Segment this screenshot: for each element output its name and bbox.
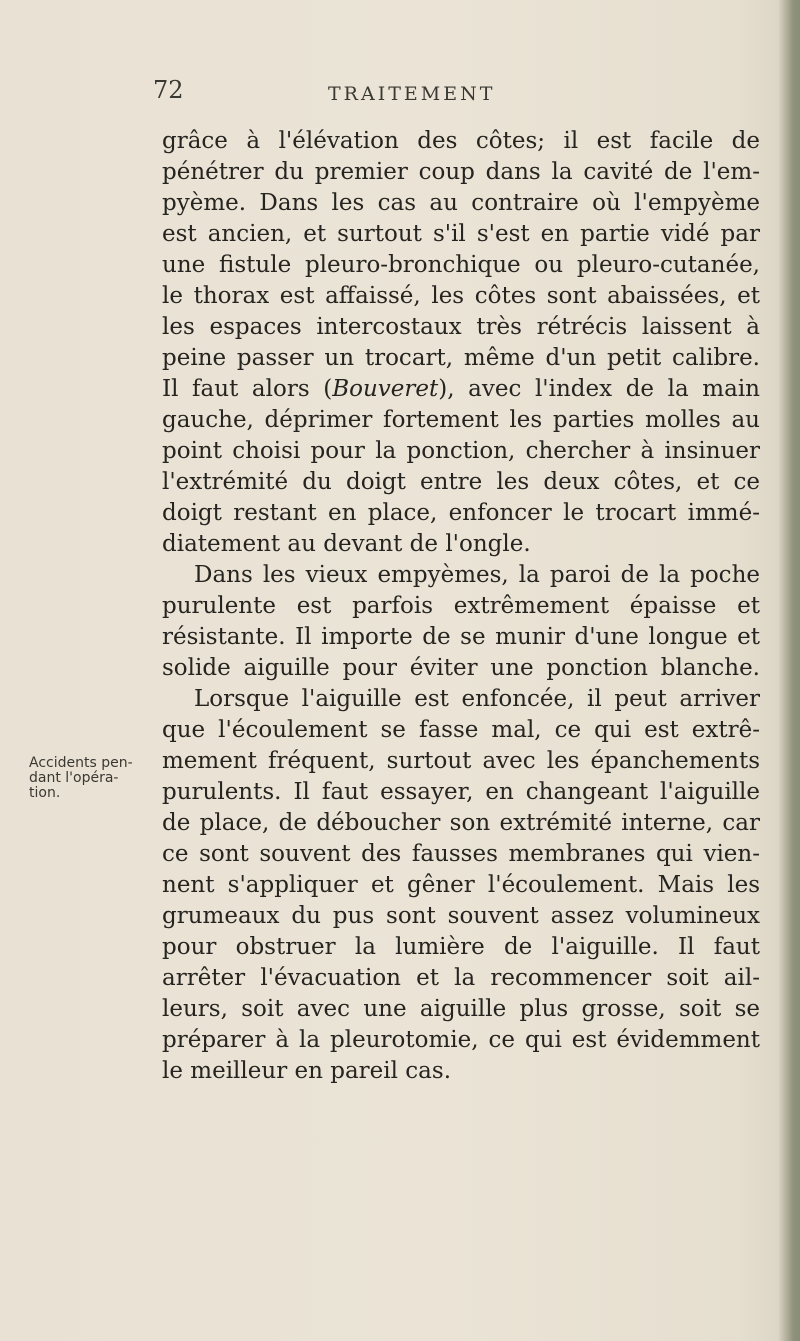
text-line: mement fréquent, surtout avec les épanchements <box>162 748 760 774</box>
text-line: grumeaux du pus sont souvent assez volumineux <box>162 903 760 929</box>
text-line: solide aiguille pour éviter une ponction blanche. <box>162 655 760 681</box>
text-line: pour obstruer la lumière de l'aiguille. Il faut <box>162 934 760 960</box>
text-line: Dans les vieux empyèmes, la paroi de la poche <box>194 562 760 588</box>
text-line: pyème. Dans les cas au contraire où l'empyème <box>162 190 760 216</box>
text-line: purulents. Il faut essayer, en changeant l'aiguille <box>162 779 760 805</box>
text-line: ce sont souvent des fausses membranes qui vien- <box>162 841 760 867</box>
text-line: gauche, déprimer fortement les parties molles au <box>162 407 760 433</box>
text-line: une fistule pleuro-bronchique ou pleuro-cutanée, <box>162 252 760 278</box>
margin-note-line: Accidents pen- <box>29 755 133 771</box>
text-line: l'extrémité du doigt entre les deux côtes, et ce <box>162 469 760 495</box>
text-line: peine passer un trocart, même d'un petit calibre. <box>162 345 760 371</box>
running-head: TRAITEMENT <box>328 83 496 105</box>
text-line: préparer à la pleurotomie, ce qui est évidemment <box>162 1027 760 1053</box>
text-line: pénétrer du premier coup dans la cavité de l'em- <box>162 159 760 185</box>
text-line: les espaces intercostaux très rétrécis laissent à <box>162 314 760 340</box>
margin-note-line: dant l'opéra- <box>29 770 119 786</box>
text-line: nent s'appliquer et gêner l'écoulement. Mais les <box>162 872 760 898</box>
margin-note-line: tion. <box>29 785 61 801</box>
text-line: que l'écoulement se fasse mal, ce qui est extrê- <box>162 717 760 743</box>
text-line: est ancien, et surtout s'il s'est en partie vidé par <box>162 221 760 247</box>
text-line: Il faut alors (Bouveret), avec l'index de la main <box>162 376 760 402</box>
text-line: point choisi pour la ponction, chercher à insinuer <box>162 438 760 464</box>
text-line: le thorax est affaissé, les côtes sont abaissées, et <box>162 283 760 309</box>
text-line: arrêter l'évacuation et la recommencer soit ail- <box>162 965 760 991</box>
text-line: grâce à l'élévation des côtes; il est facile de <box>162 128 760 154</box>
text-line: leurs, soit avec une aiguille plus grosse, soit se <box>162 996 760 1022</box>
body-text <box>162 126 760 1087</box>
text-line: purulente est parfois extrêmement épaisse et <box>162 593 760 619</box>
cited-author: Bouveret <box>332 376 439 402</box>
text-line: le meilleur en pareil cas. <box>162 1058 452 1084</box>
page-number: 72 <box>153 76 184 104</box>
text-line: diatement au devant de l'ongle. <box>162 531 531 557</box>
page-binding-edge <box>778 0 800 1341</box>
text-line: résistante. Il importe de se munir d'une longue et <box>162 624 760 650</box>
margin-note <box>29 756 149 801</box>
text-line: de place, de déboucher son extrémité interne, car <box>162 810 760 836</box>
text-line: Lorsque l'aiguille est enfoncée, il peut arriver <box>194 686 760 712</box>
text-line: doigt restant en place, enfoncer le trocart immé- <box>162 500 760 526</box>
